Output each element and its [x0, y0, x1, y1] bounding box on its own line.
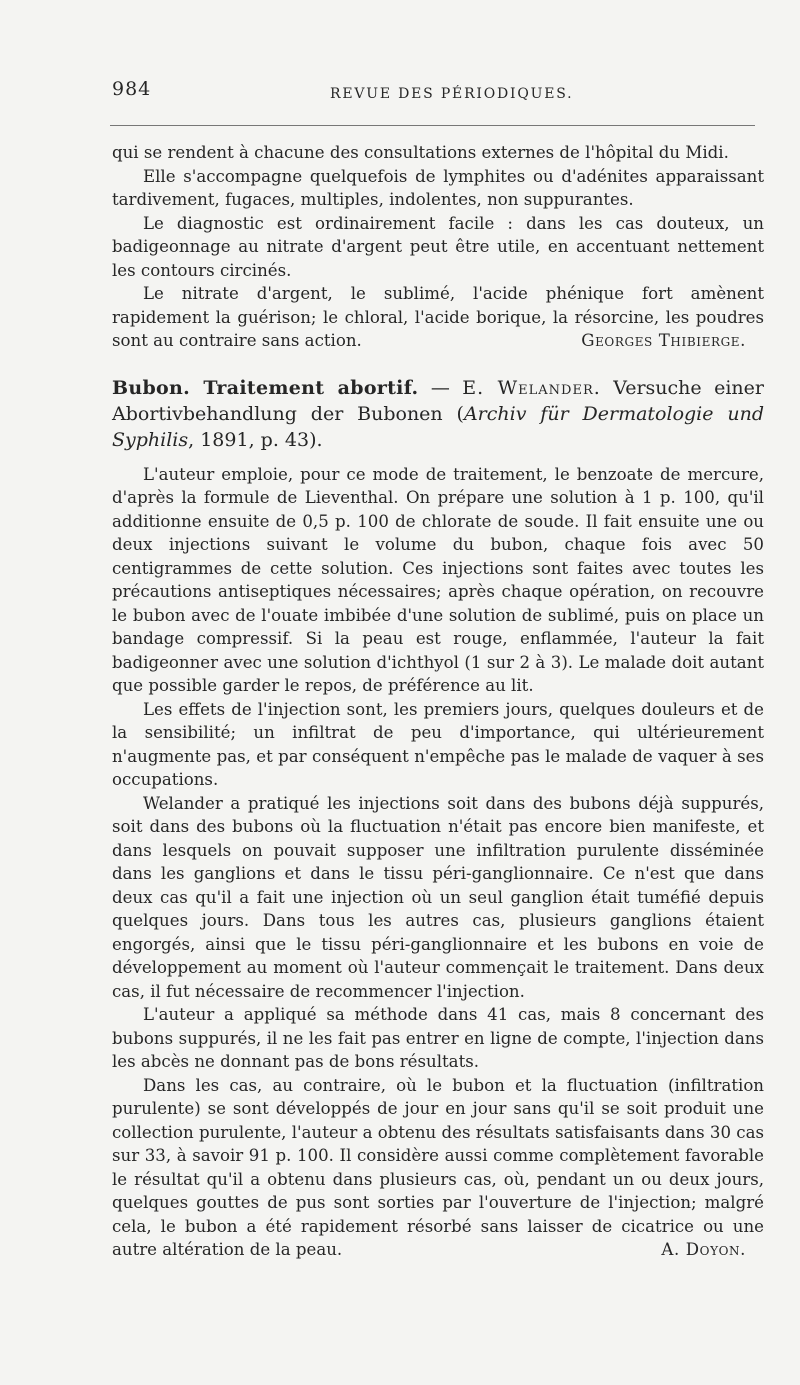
page-header [0, 0, 800, 130]
intro-paragraph-4-text: Le nitrate d'argent, le sublimé, l'acide phénique fort amènent rapidement la guérison; le chloral, l'acide borique, la résorcine, les poudres sont au contraire sans action. [112, 284, 764, 350]
running-head: REVUE DES PÉRIODIQUES. [330, 86, 574, 102]
header-rule [110, 125, 755, 126]
entry-dash: — [418, 376, 463, 399]
intro-paragraph-1: qui se rendent à chacune des consultations externes de l'hôpital du Midi. [112, 143, 729, 162]
intro-paragraph-2: Elle s'accompagne quelquefois de lymphites ou d'adénites apparaissant tardivement, fugaces, multiples, indolentes, non suppurantes. [112, 166, 764, 209]
page-number: 984 [112, 78, 152, 100]
article-paragraph-1: L'auteur emploie, pour ce mode de traitement, le benzoate de mercure, d'après la formule de Lieventhal. On prépare une solution à 1 p. 100, qu'il additionne ensuite de 0,5 p. 100 de chlorate de soude. Il fait ensuite une ou deux injections suivant le volume du bubon, chaque fois avec 50 centigrammes de cette solution. Ces injections sont faites avec toutes les précautions antiseptiques nécessaires; après chaque opération, on recouvre le bubon avec de l'ouate imbibée d'une solution de sublimé, puis on place un bandage compressif. Si la peau est rouge, enflammée, l'auteur la fait badigeonner avec une solution d'ichthyol (1 sur 2 à 3). Le malade doit autant que possible garder le repos, de préférence au lit. [112, 464, 764, 695]
page-body [112, 141, 764, 1262]
article-author: A. Doyon. [661, 1240, 746, 1259]
article-paragraph-5 [112, 1074, 764, 1262]
intro-author: Georges Thibierge. [581, 331, 746, 350]
entry-original-title: Versuche einer Abortivbehandlung der Bubonen ( [112, 376, 764, 425]
article-paragraph-5-text: Dans les cas, au contraire, où le bubon et la fluctuation (infiltration purulente) se sont développés de jour en jour sans qu'il se soit produit une collection purulente, l'auteur a obtenu des résultats satisfaisants dans 30 cas sur 33, à savoir 91 p. 100. Il considère aussi comme complètement favorable le résultat qu'il a obtenu dans plusieurs cas, où, pendant un ou deux jours, quelques gouttes de pus sont sorties par l'ouverture de l'injection; malgré cela, le bubon a été rapidement résorbé sans laisser de cicatrice ou une autre altération de la peau. [112, 1075, 764, 1259]
entry-citation: , 1891, p. 43). [188, 428, 323, 451]
entry-title: Bubon. Traitement abortif. [112, 376, 419, 399]
entry-author: E. Welander. [462, 376, 601, 399]
article-paragraph-3: Welander a pratiqué les injections soit dans des bubons déjà suppurés, soit dans des bubons où la fluctuation n'était pas encore bien manifeste, et dans lesquels on pouvait supposer une infiltration purulente disséminée dans les ganglions et dans le tissu péri-ganglionnaire. Ce n'est que dans deux cas qu'il a fait une injection où un seul ganglion était tuméfié depuis quelques jours. Dans tous les autres cas, plusieurs ganglions étaient engorgés, ainsi que le tissu péri-ganglionnaire et les bubons en voie de développement au moment où l'auteur commençait le traitement. Dans deux cas, il fut nécessaire de recommencer l'injection. [112, 793, 764, 1001]
entry-journal: Archiv für Dermatologie und Syphilis [112, 402, 764, 451]
review-entry-heading [112, 375, 764, 453]
intro-paragraph-3: Le diagnostic est ordinairement facile : dans les cas douteux, un badigeonnage au nitrate d'argent peut être utile, en accentuant nettement les contours circinés. [112, 213, 764, 280]
article-paragraph-2: Les effets de l'injection sont, les premiers jours, quelques douleurs et de la sensibilité; un infiltrat de peu d'importance, qui ultérieurement n'augmente pas, et par conséquent n'empêche pas le malade de vaquer à ses occupations. [112, 699, 764, 789]
intro-paragraph-4 [112, 282, 764, 353]
article-paragraph-4: L'auteur a appliqué sa méthode dans 41 cas, mais 8 concernant des bubons suppurés, il ne les fait pas entrer en ligne de compte, l'injection dans les abcès ne donnant pas de bons résultats. [112, 1005, 764, 1071]
